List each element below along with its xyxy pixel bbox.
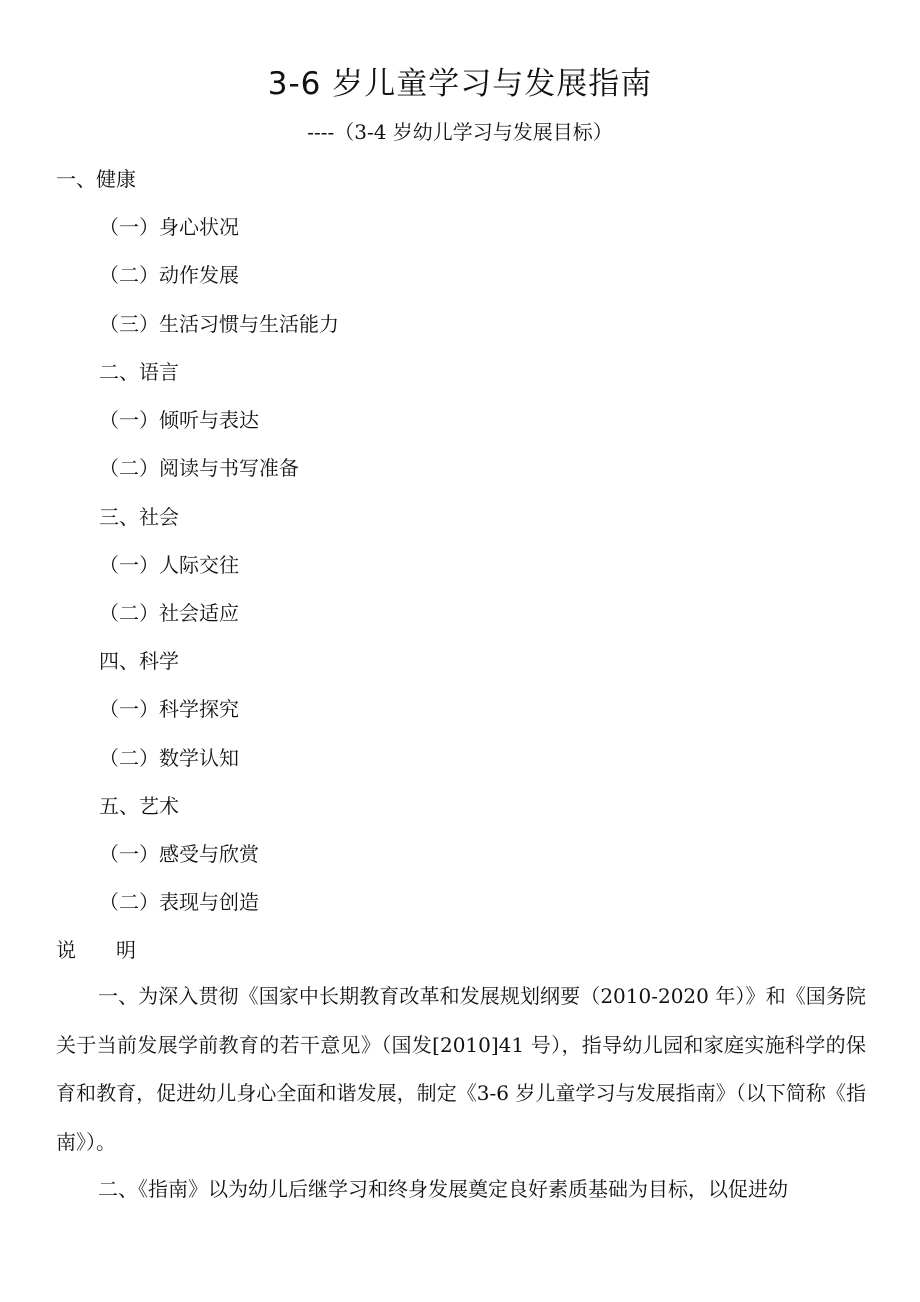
- section-heading-science: 四、科学: [99, 649, 179, 673]
- section-heading-health: 一、健康: [56, 167, 136, 191]
- subsection-living-habits: （三）生活习惯与生活能力: [99, 312, 339, 336]
- subsection-math-cognition: （二）数学认知: [99, 746, 239, 770]
- subsection-physical-mental: （一）身心状况: [99, 215, 239, 239]
- subsection-scientific-inquiry: （一）科学探究: [99, 697, 239, 721]
- section-heading-language: 二、语言: [99, 360, 179, 384]
- section-heading-society: 三、社会: [99, 505, 179, 529]
- section-heading-art: 五、艺术: [99, 794, 179, 818]
- subsection-interpersonal: （一）人际交往: [99, 553, 239, 577]
- subsection-social-adaptation: （二）社会适应: [99, 601, 239, 625]
- subsection-motor-development: （二）动作发展: [99, 263, 239, 287]
- document-title: 3-6 岁儿童学习与发展指南: [267, 66, 653, 102]
- subsection-perception-appreciation: （一）感受与欣赏: [99, 842, 259, 866]
- subsection-listening-expression: （一）倾听与表达: [99, 408, 259, 432]
- explanation-heading: 说 明: [56, 938, 136, 962]
- subsection-expression-creation: （二）表现与创造: [99, 890, 259, 914]
- document-subtitle: ----（3-4 岁幼儿学习与发展目标）: [307, 120, 613, 144]
- explanation-paragraph: 二、《指南》以为幼儿后继学习和终身发展奠定良好素质基础为目标，以促进幼: [98, 1177, 788, 1201]
- explanation-paragraph: 一、为深入贯彻《国家中长期教育改革和发展规划纲要（2010-2020 年）》和《国务院关于当前发展学前教育的若干意见》（国发[2010]41 号），指导幼儿园和家庭实施科学的保育和教育，促进幼儿身心全面和谐发展，制定《3-6 岁儿童学习与发展指南》（以下简称《指南》）。: [56, 984, 866, 1154]
- subsection-reading-writing: （二）阅读与书写准备: [99, 456, 299, 480]
